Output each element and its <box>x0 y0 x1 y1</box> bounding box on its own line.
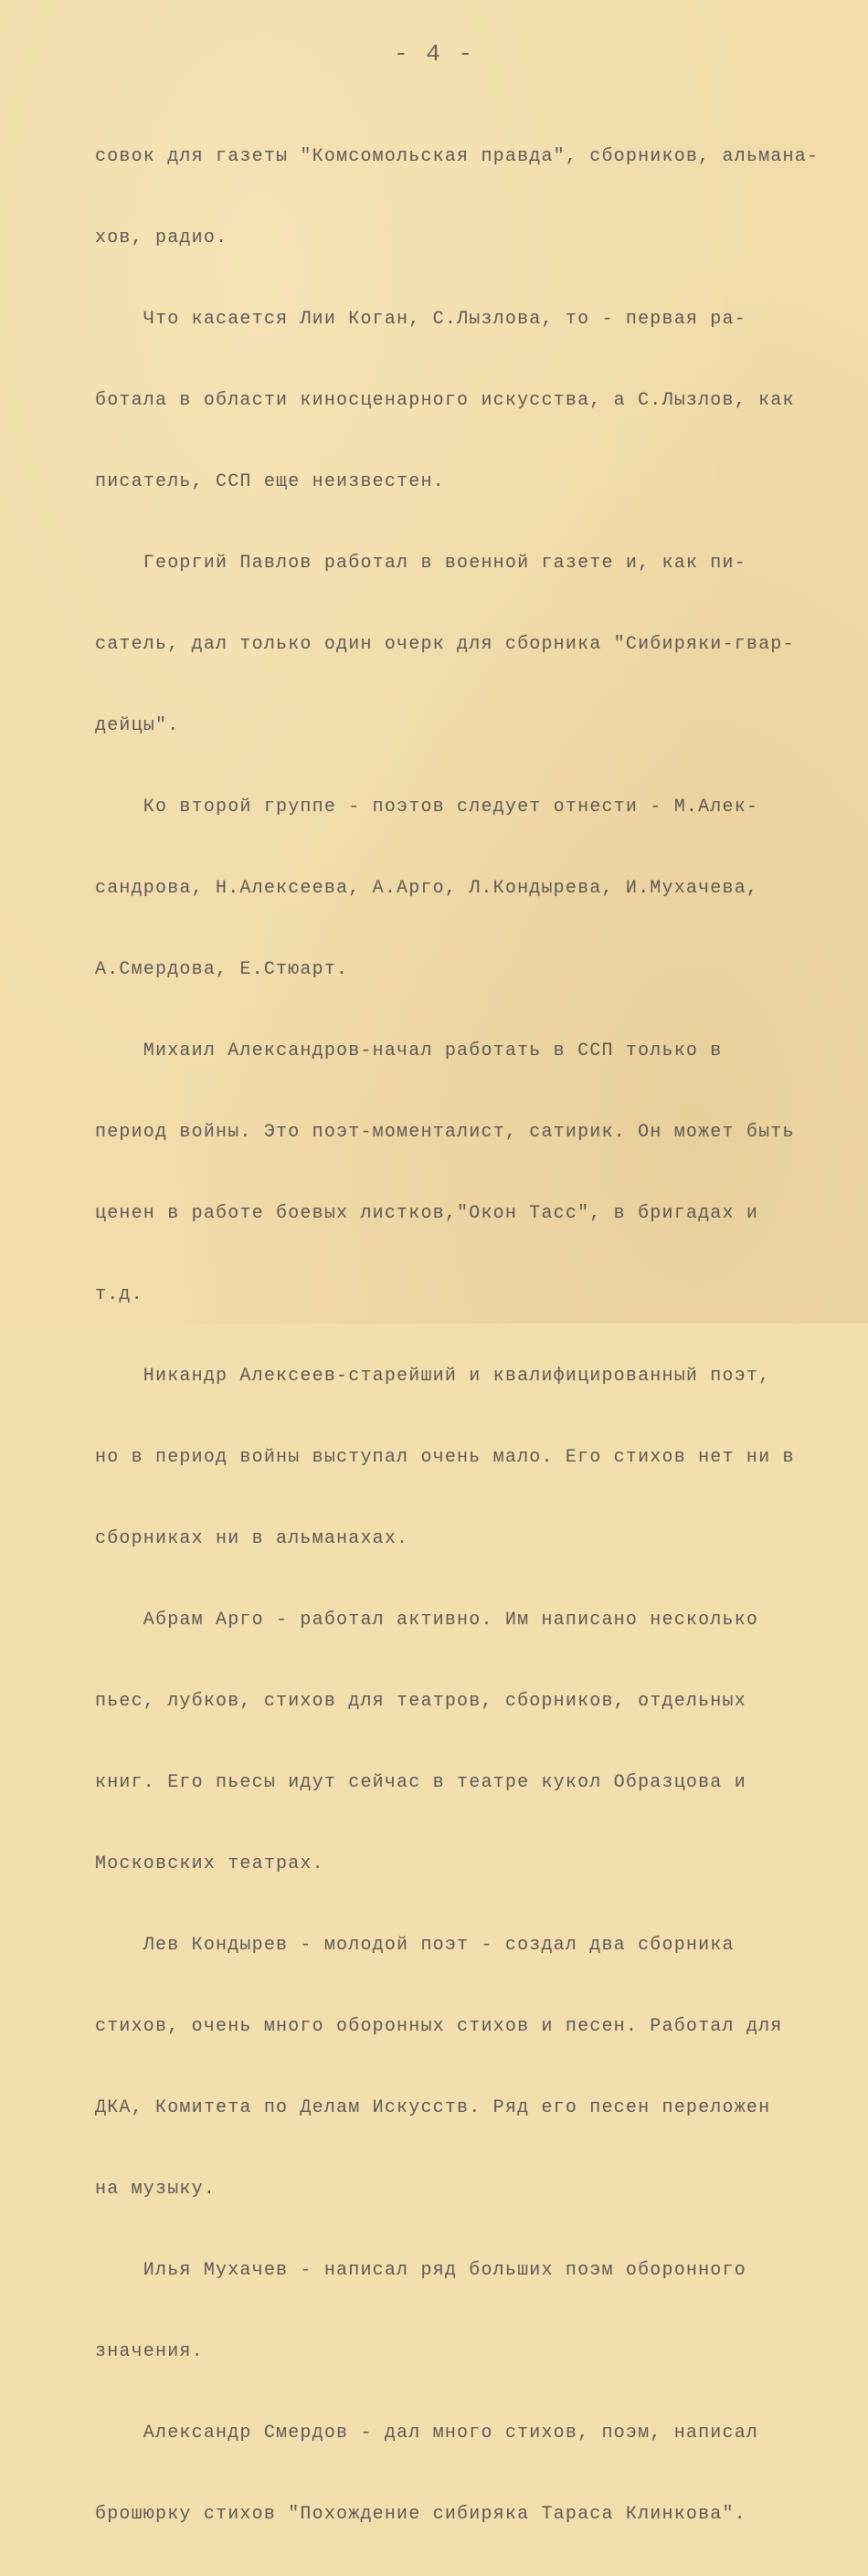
text-line: Георгий Павлов работал в военной газете и, как пи- <box>95 553 746 574</box>
text-line: хов, радио. <box>95 227 228 248</box>
text-line: Что касается Лии Коган, С.Лызлова, то - первая ра- <box>95 309 746 330</box>
text-line: период войны. Это поэт-моменталист, сатирик. Он может быть <box>95 1122 795 1143</box>
text-line: Лев Кондырев - молодой поэт - создал два сборника <box>95 1935 735 1956</box>
page-number: - 4 - <box>393 40 474 68</box>
text-line: дейцы". <box>95 715 180 736</box>
text-line: Абрам Арго - работал активно. Им написано несколько <box>95 1610 759 1631</box>
body-text <box>95 95 853 2576</box>
text-line: значения. <box>95 2341 204 2362</box>
text-line: но в период войны выступал очень мало. Его стихов нет ни в <box>95 1447 795 1468</box>
text-line: А.Смердова, Е.Стюарт. <box>95 959 349 980</box>
text-line: ДКА, Комитета по Делам Искусств. Ряд его песен переложен <box>95 2097 771 2118</box>
text-line: совок для газеты "Комсомольская правда", сборников, альмана- <box>95 146 820 167</box>
text-line: Никандр Алексеев-старейший и квалифицированный поэт, <box>95 1366 771 1387</box>
text-line: писатель, ССП еще неизвестен. <box>95 471 445 492</box>
text-line: стихов, очень много оборонных стихов и песен. Работал для <box>95 2016 783 2037</box>
text-line: ценен в работе боевых листков,"Окон Тасс", в бригадах и <box>95 1203 759 1224</box>
text-line: сборниках ни в альманахах. <box>95 1528 409 1549</box>
text-line: сатель, дал только один очерк для сборника "Сибиряки-гвар- <box>95 634 795 655</box>
text-line: Ко второй группе - поэтов следует отнести - М.Алек- <box>95 797 759 818</box>
text-line: на музыку. <box>95 2179 217 2200</box>
text-line: Михаил Александров-начал работать в ССП только в <box>95 1040 723 1061</box>
text-line: Московских театрах. <box>95 1853 324 1874</box>
text-line: Александр Смердов - дал много стихов, поэм, написал <box>95 2423 759 2444</box>
text-line: брошюрку стихов "Похождение сибиряка Тараса Клинкова". <box>95 2504 746 2525</box>
text-line: книг. Его пьесы идут сейчас в театре кукол Образцова и <box>95 1772 746 1793</box>
text-line: ботала в области киносценарного искусства, а С.Лызлов, как <box>95 390 795 411</box>
text-line: т.д. <box>95 1284 143 1305</box>
text-line: сандрова, Н.Алексеева, А.Арго, Л.Кондырева, И.Мухачева, <box>95 878 759 899</box>
text-line: пьес, лубков, стихов для театров, сборников, отдельных <box>95 1691 746 1712</box>
text-line: Илья Мухачев - написал ряд больших поэм оборонного <box>95 2260 746 2281</box>
